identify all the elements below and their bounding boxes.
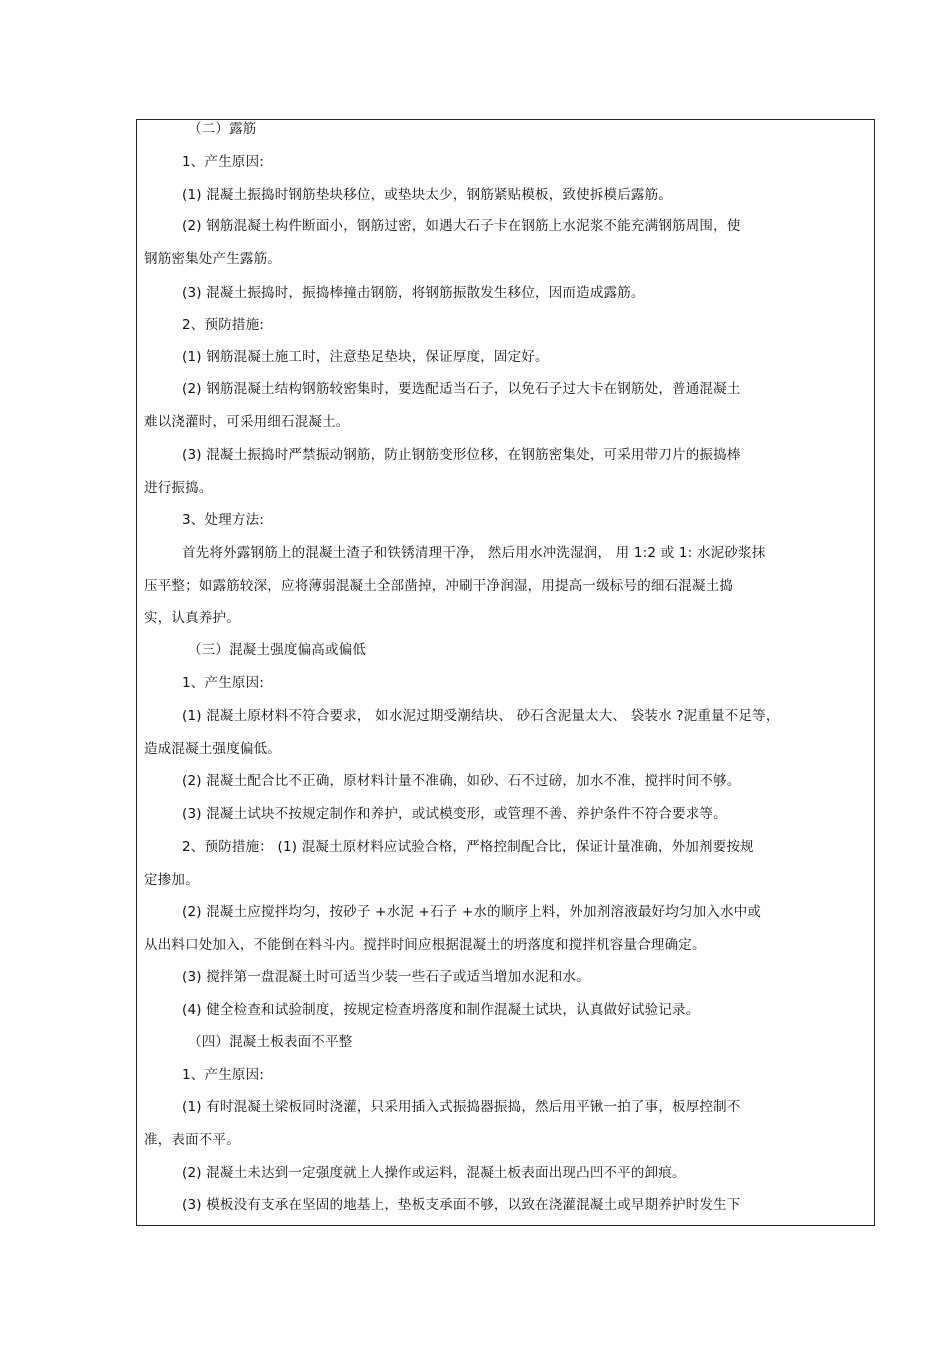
subheading-treatment: 3、处理方法: bbox=[182, 512, 265, 528]
paragraph-line: (2) 混凝土应搅拌均匀，按砂子 +水泥 +石子 +水的顺序上料，外加剂溶液最好均匀加入水中或 bbox=[182, 904, 762, 920]
paragraph-line: 2、预防措施： (1) 混凝土原材料应试验合格，严格控制配合比，保证计量准确，外加剂要按规 bbox=[182, 839, 754, 855]
paragraph-line: (4) 健全检查和试验制度，按规定检查坍落度和制作混凝土试块，认真做好试验记录。 bbox=[182, 1002, 700, 1018]
paragraph-line: (2) 混凝土配合比不正确，原材料计量不准确，如砂、石不过磅，加水不准，搅拌时间不够。 bbox=[182, 773, 741, 789]
paragraph-line: 进行振捣。 bbox=[144, 480, 213, 496]
paragraph-line: (2) 钢筋混凝土构件断面小，钢筋过密，如遇大石子卡在钢筋上水泥浆不能充满钢筋周围，使 bbox=[182, 218, 741, 234]
paragraph-line: 难以浇灌时，可采用细石混凝土。 bbox=[144, 414, 350, 430]
paragraph-line: 准，表面不平。 bbox=[144, 1132, 240, 1148]
paragraph-line: (3) 混凝土振捣时严禁振动钢筋，防止钢筋变形位移，在钢筋密集处，可采用带刀片的振捣棒 bbox=[182, 447, 741, 463]
subheading-causes: 1、产生原因: bbox=[182, 154, 265, 170]
paragraph-line: 压平整；如露筋较深，应将薄弱混凝土全部凿掉，冲刷干净润湿，用提高一级标号的细石混凝土捣 bbox=[144, 578, 734, 594]
paragraph-line: (1) 有时混凝土梁板同时浇灌，只采用插入式振捣器振捣，然后用平锹一拍了事，板厚控制不 bbox=[182, 1099, 741, 1115]
section-heading-exposed-rebar: （二）露筋 bbox=[188, 121, 257, 137]
paragraph-line: 定掺加。 bbox=[144, 872, 199, 888]
paragraph-line: (3) 模板没有支承在坚固的地基上，垫板支承面不够，以致在浇灌混凝土或早期养护时发生下 bbox=[182, 1197, 741, 1213]
subheading-prevention: 2、预防措施: bbox=[182, 317, 265, 333]
paragraph-line: 实，认真养护。 bbox=[144, 610, 240, 626]
paragraph-line: (2) 混凝土未达到一定强度就上人操作或运料，混凝土板表面出现凸凹不平的卸痕。 bbox=[182, 1165, 686, 1181]
paragraph-line: (1) 混凝土振捣时钢筋垫块移位，或垫块太少，钢筋紧贴模板，致使拆模后露筋。 bbox=[182, 187, 673, 203]
subheading-causes: 1、产生原因: bbox=[182, 1067, 265, 1083]
subheading-causes: 1、产生原因: bbox=[182, 675, 265, 691]
paragraph-line: (1) 混凝土原材料不符合要求， 如水泥过期受潮结块、 砂石含泥量太大、 袋装水 ?泥重量不足等， bbox=[182, 708, 780, 724]
paragraph-line: 钢筋密集处产生露筋。 bbox=[144, 251, 281, 267]
paragraph-line: (3) 混凝土振捣时，振捣棒撞击钢筋，将钢筋振散发生移位，因而造成露筋。 bbox=[182, 285, 645, 301]
paragraph-line: 从出料口处加入，不能倒在料斗内。搅拌时间应根据混凝土的坍落度和搅拌机容量合理确定。 bbox=[144, 937, 706, 953]
paragraph-line: (3) 搅拌第一盘混凝土时可适当少装一些石子或适当增加水泥和水。 bbox=[182, 969, 590, 985]
paragraph-line: (1) 钢筋混凝土施工时，注意垫足垫块，保证厚度，固定好。 bbox=[182, 349, 549, 365]
paragraph-line: 首先将外露钢筋上的混凝土渣子和铁锈清理干净， 然后用水冲洗湿润， 用 1:2 或 1: 水泥砂浆抹 bbox=[182, 545, 766, 561]
paragraph-line: 造成混凝土强度偏低。 bbox=[144, 741, 281, 757]
section-heading-strength: （三）混凝土强度偏高或偏低 bbox=[188, 642, 367, 658]
paragraph-line: (3) 混凝土试块不按规定制作和养护，或试模变形，或管理不善、养护条件不符合要求等。 bbox=[182, 806, 727, 822]
section-heading-uneven-surface: （四）混凝土板表面不平整 bbox=[188, 1034, 353, 1050]
paragraph-line: (2) 钢筋混凝土结构钢筋较密集时，要选配适当石子，以免石子过大卡在钢筋处，普通混凝土 bbox=[182, 381, 741, 397]
